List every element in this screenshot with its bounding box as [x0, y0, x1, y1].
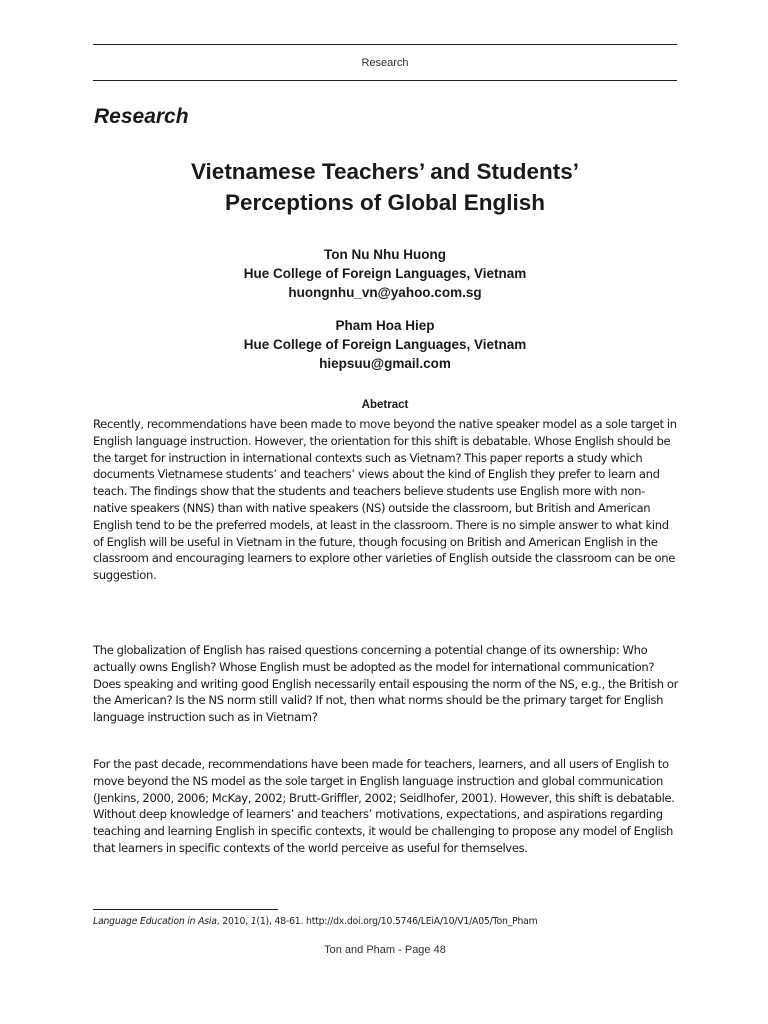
footnote-year: , 2010,: [216, 916, 251, 927]
running-head: Research: [361, 57, 409, 69]
footnote-rule: [93, 909, 278, 910]
title-line-2: Perceptions of Global English: [224, 190, 546, 215]
author-block-2: [93, 316, 677, 373]
abstract-heading: Abetract: [361, 399, 409, 411]
page-footer: Ton and Pham - Page 48: [324, 944, 446, 956]
body-paragraph-1: The globalization of English has raised questions concerning a potential change of its ownership: Who actually owns English? Whose English must be adopted as the model for international communication? Does speaking and writing good English necessarily entail espousing the norm of the NS, e.g., the British or the American? Is the NS norm still valid? If not, then what norms should be the primary target for English language instruction such as in Vietnam?: [93, 643, 678, 725]
section-label: Research: [94, 105, 189, 128]
author-name: Ton Nu Nhu Huong: [324, 247, 446, 262]
author-email: huongnhu_vn@yahoo.com.sg: [288, 285, 482, 300]
header-rule: [93, 44, 677, 45]
footnote-doi: (1), 48-61. http://dx.doi.org/10.5746/LEiA/10/V1/A05/Ton_Pham: [256, 916, 538, 927]
paper-title: [93, 156, 677, 218]
author-affiliation: Hue College of Foreign Languages, Vietnam: [243, 337, 527, 352]
citation-footnote: [93, 916, 677, 927]
journal-name: Language Education in Asia: [93, 916, 217, 927]
header-bottom-rule: [93, 80, 677, 81]
author-email: hiepsuu@gmail.com: [319, 356, 451, 371]
body-paragraph-2: For the past decade, recommendations have been made for teachers, learners, and all users of English to move beyond the NS model as the sole target in English language instruction and global communication (Jenkins, 2000, 2006; McKay, 2002; Brutt-Griffler, 2002; Seidlhofer, 2001). However, this shift is debatable. Without deep knowledge of learners’ and teachers’ motivations, expectations, and aspirations regarding teaching and learning English in specific contexts, it would be challenging to propose any model of English that learners in specific contexts of the world perceive as useful for themselves.: [93, 757, 675, 855]
author-name: Pham Hoa Hiep: [335, 318, 435, 333]
footnote-volume: 1: [250, 916, 257, 927]
title-line-1: Vietnamese Teachers’ and Students’: [190, 159, 580, 184]
abstract-text: Recently, recommendations have been made to move beyond the native speaker model as a sole target in English language instruction. However, the orientation for this shift is debatable. Whose English should be the target for instruction in international contexts such as Vietnam? This paper reports a study which documents Vietnamese students’ and teachers’ views about the kind of English they prefer to learn and teach. The findings show that the students and teachers believe students use English more with non-native speakers (NNS) than with native speakers (NS) outside the classroom, but British and American English tend to be the preferred models, at least in the classroom. There is no simple answer to what kind of English will be useful in Vietnam in the future, though focusing on British and American English in the classroom and encouraging learners to explore other varieties of English outside the classroom can be one suggestion.: [93, 417, 677, 583]
author-block-1: [93, 245, 677, 302]
author-affiliation: Hue College of Foreign Languages, Vietnam: [243, 266, 527, 281]
